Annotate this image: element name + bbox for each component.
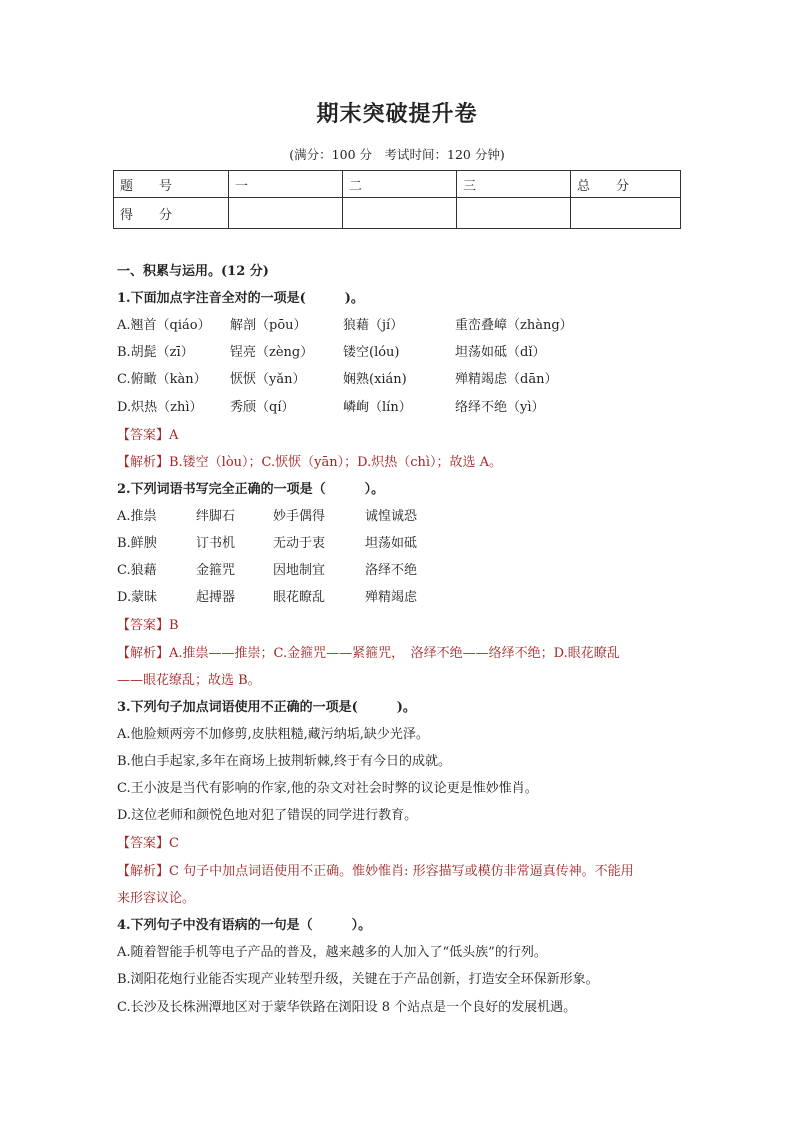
option-item: 眼花瞭乱: [273, 590, 326, 605]
option-item: D.这位老师和颜悦色地对犯了错误的同学进行教育。: [117, 808, 418, 823]
option-item: C.王小波是当代有影响的作家,他的杂文对社会时弊的议论更是惟妙惟肖。: [117, 781, 538, 796]
score-table-cell: 二: [343, 171, 457, 198]
option-item: 坦荡如砥: [365, 536, 418, 551]
score-table: [113, 170, 681, 229]
score-input-cell[interactable]: [457, 198, 571, 229]
option-item: B.胡髭（zī）: [117, 345, 194, 360]
score-input-cell[interactable]: [229, 198, 343, 229]
option-item: 重峦叠嶂（zhàng）: [455, 318, 573, 333]
option-item: 秀颀（qí）: [230, 400, 295, 415]
option-item: C.长沙及长株洲潭地区对于蒙华铁路在浏阳设 8 个站点是一个良好的发展机遇。: [117, 1000, 577, 1015]
option-item: 镂空(lóu): [343, 345, 400, 360]
option-item: 金箍咒: [196, 563, 236, 578]
analysis-text: 【解析】C 句子中加点词语使用不正确。惟妙惟肖: 形容描写或模仿非常逼真传神。不能用: [117, 864, 634, 879]
option-item: 锃亮（zèng）: [230, 345, 314, 360]
page-subtitle: (满分：100 分 考试时间：120 分钟): [289, 147, 505, 162]
score-table-cell: 题 号: [114, 171, 229, 198]
option-item: 洛绎不绝: [365, 563, 418, 578]
score-table-cell: 三: [457, 171, 571, 198]
option-item: 恹恹（yǎn）: [230, 372, 306, 387]
option-item: A.推祟: [117, 509, 157, 524]
analysis-text: 来形容议论。: [117, 891, 196, 906]
option-item: A.翘首（qiáo）: [117, 318, 211, 333]
answer-text: 【答案】B: [117, 618, 179, 633]
option-item: C.狼藉: [117, 563, 157, 578]
answer-text: 【答案】A: [117, 428, 179, 443]
option-item: A.随着智能手机等电子产品的普及，越来越多的人加入了“低头族”的行列。: [117, 945, 547, 960]
option-item: 络绎不绝（yì）: [455, 400, 545, 415]
option-item: A.他脸颊两旁不加修剪,皮肤粗糙,藏污纳垢,缺少光泽。: [117, 727, 429, 742]
page-title: 期末突破提升卷: [316, 101, 478, 127]
question-stem: 2.下列词语书写完全正确的一项是（ ）。: [117, 482, 385, 497]
option-item: 无动于衷: [273, 536, 326, 551]
question-stem: 4.下列句子中没有语病的一句是（ ）。: [117, 918, 372, 933]
score-input-cell[interactable]: [571, 198, 681, 229]
option-item: 订书机: [196, 536, 236, 551]
option-item: 娴熟(xián): [343, 372, 407, 387]
analysis-text: ——眼花缭乱；故选 B。: [117, 673, 261, 688]
option-item: 殚精竭虑（dān）: [455, 372, 558, 387]
score-table-cell: 总 分: [571, 171, 681, 198]
score-table-cell: 一: [229, 171, 343, 198]
option-item: B.鲜腴: [117, 536, 157, 551]
score-input-cell[interactable]: [343, 198, 457, 229]
answer-text: 【答案】C: [117, 836, 179, 851]
question-stem: 1.下面加点字注音全对的一项是( )。: [117, 291, 364, 306]
analysis-text: 【解析】B.镂空（lòu）；C.恹恹（yān）；D.炽热（chì）；故选 A。: [117, 455, 503, 470]
option-item: 诚惶诚恐: [365, 509, 418, 524]
option-item: 狼藉（jí）: [343, 318, 404, 333]
option-item: B.浏阳花炮行业能否实现产业转型升级，关键在于产品创新，打造安全环保新形象。: [117, 972, 599, 987]
score-table-cell: 得 分: [114, 198, 229, 229]
option-item: D.炽热（zhì）: [117, 400, 203, 415]
option-item: B.他白手起家,多年在商场上披荆斩棘,终于有今日的成就。: [117, 754, 451, 769]
option-item: C.俯瞰（kàn）: [117, 372, 207, 387]
option-item: 绊脚石: [196, 509, 236, 524]
score-table-header-row: [114, 171, 681, 198]
option-item: 殚精竭虑: [365, 590, 418, 605]
option-item: 因地制宜: [273, 563, 326, 578]
question-stem: 3.下列句子加点词语使用不正确的一项是( )。: [117, 700, 416, 715]
option-item: 起搏器: [196, 590, 236, 605]
analysis-text: 【解析】A.推祟——推崇；C.金箍咒——紧箍咒， 洛绎不绝——络绎不绝；D.眼花瞭乱: [117, 646, 620, 661]
option-item: D.蒙昧: [117, 590, 158, 605]
score-table-score-row: [114, 198, 681, 229]
option-item: 妙手偶得: [273, 509, 326, 524]
option-item: 坦荡如砥（dǐ）: [455, 345, 546, 360]
section-heading: 一、积累与运用。(12 分): [117, 264, 269, 279]
option-item: 解剖（pōu）: [230, 318, 307, 333]
option-item: 嶙峋（lín）: [343, 400, 412, 415]
